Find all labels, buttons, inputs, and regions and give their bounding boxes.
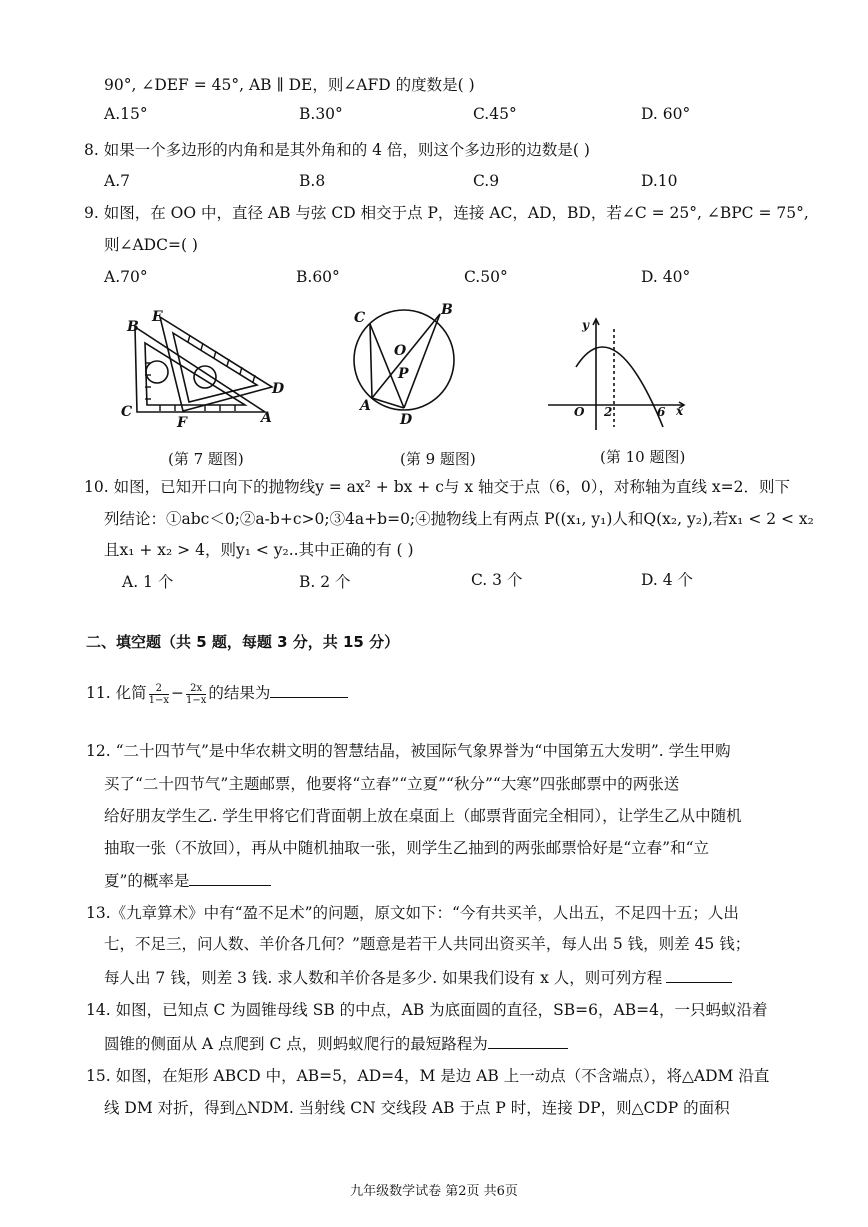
q12-line1: 12. “二十四节气”是中华农耕文明的智慧结晶，被国际气象界誉为“中国第五大发明”. 学生甲购: [86, 742, 731, 760]
figure-9-circle: [348, 300, 463, 430]
q8-stem: 8. 如果一个多边形的内角和是其外角和的 4 倍，则这个多边形的边数是( ): [84, 141, 590, 159]
fig9-label-o: O: [394, 343, 407, 359]
q8-option-d: D.10: [641, 172, 678, 190]
q10-stem-line2: 列结论：①abc＜0;②a-b+c>0;③4a+b=0;④抛物线上有两点 P((x₁, y₁)人和Q(x₂, y₂),若x₁ < 2 < x₂: [104, 510, 814, 528]
q15-line1: 15. 如图，在矩形 ABCD 中，AB=5，AD=4，M 是边 AB 上一动点（不含端点），将△ADM 沿直: [86, 1067, 770, 1085]
fig9-label-d: D: [400, 412, 413, 428]
q13-line1: 13.《九章算术》中有“盈不足术”的问题，原文如下：“今有共买羊，人出五，不足四十五；人出: [86, 904, 739, 922]
fig10-caption: (第 10 题图): [600, 448, 686, 466]
fig7-label-c: C: [121, 404, 133, 420]
fig7-label-e: E: [152, 309, 163, 325]
q11-suffix: 的结果为: [208, 684, 271, 702]
fig7-label-a: A: [261, 410, 272, 426]
q10-stem-line3: 且x₁ + x₂ > 4，则y₁ < y₂..其中正确的有 ( ): [104, 541, 414, 559]
page-footer: 九年级数学试卷 第2页 共6页: [350, 1184, 518, 1199]
q14-answer-blank[interactable]: [488, 1034, 568, 1049]
q7-option-c: C.45°: [473, 105, 517, 123]
fig10-label-y: y: [582, 318, 589, 332]
fig7-label-b: B: [127, 319, 139, 335]
q9-stem-line2: 则∠ADC=( ): [104, 236, 198, 254]
q12-line2: 买了“二十四节气”主题邮票，他要将“立春”“立夏”“秋分”“大寒”四张邮票中的两张送: [104, 775, 680, 793]
section-2-title: 二、填空题（共 5 题，每题 3 分，共 15 分）: [86, 633, 400, 651]
q9-option-c: C.50°: [464, 268, 508, 286]
fig10-label-2: 2: [604, 405, 613, 419]
fig7-label-d: D: [272, 381, 285, 397]
q13-line3: 每人出 7 钱，则差 3 钱. 求人数和羊价各是多少. 如果我们设有 x 人，则可列方程: [104, 968, 732, 987]
q14-line1: 14. 如图，已知点 C 为圆锥母线 SB 的中点，AB 为底面圆的直径，SB=6，AB=4，一只蚂蚁沿着: [86, 1001, 768, 1019]
q8-option-b: B.8: [299, 172, 326, 190]
q9-option-b: B.60°: [296, 268, 340, 286]
q8-option-a: A.7: [104, 172, 130, 190]
q12-line4: 抽取一张（不放回），再从中随机抽取一张，则学生乙抽到的两张邮票恰好是“立春”和“立: [104, 839, 710, 857]
q11-prefix: 11. 化简: [86, 684, 147, 702]
fig9-label-b: B: [441, 302, 453, 318]
figure-10-parabola: [548, 315, 688, 435]
q10-stem-line1: 10. 如图，已知开口向下的抛物线y = ax² + bx + c与 x 轴交于点（6，0），对称轴为直线 x=2．则下: [84, 478, 790, 496]
q11-fraction-1: $\frac{2}{1-x}$: [148, 682, 169, 706]
q11-answer-blank[interactable]: [270, 683, 348, 698]
fig10-label-6: 6: [657, 405, 666, 419]
fig9-label-p: P: [398, 366, 409, 382]
fig9-caption: (第 9 题图): [400, 450, 476, 468]
q9-stem-line1: 9. 如图，在 OO 中，直径 AB 与弦 CD 相交于点 P，连接 AC，AD，BD，若∠C = 25°, ∠BPC = 75°,: [84, 204, 809, 222]
q9-option-a: A.70°: [104, 268, 148, 286]
q7-option-b: B.30°: [299, 105, 343, 123]
fig9-label-a: A: [360, 398, 371, 414]
q10-option-d: D. 4 个: [641, 571, 694, 589]
fig10-label-x: x: [676, 404, 684, 418]
q13-answer-blank[interactable]: [666, 968, 732, 983]
q14-line2: 圆锥的侧面从 A 点爬到 C 点，则蚂蚁爬行的最短路程为: [104, 1034, 568, 1053]
q9-option-d: D. 40°: [641, 268, 691, 286]
fig9-label-c: C: [354, 310, 366, 326]
fig7-caption: (第 7 题图): [168, 450, 244, 468]
q7-option-d: D. 60°: [641, 105, 691, 123]
q12-line3: 给好朋友学生乙. 学生甲将它们背面朝上放在桌面上（邮票背面完全相同），让学生乙从中随机: [104, 807, 742, 825]
fig10-label-o: O: [574, 405, 585, 419]
q11-stem: [86, 680, 348, 706]
q12-answer-blank[interactable]: [189, 871, 271, 886]
q13-line2: 七，不足三，问人数、羊价各几何？”题意是若干人共同出资买羊，每人出 5 钱，则差 45 钱；: [104, 935, 751, 953]
q12-line5: 夏”的概率是: [104, 871, 271, 890]
q10-option-c: C. 3 个: [471, 571, 523, 589]
q10-option-a: A. 1 个: [122, 573, 174, 591]
q15-line2: 线 DM 对折，得到△NDM. 当射线 CN 交线段 AB 于点 P 时，连接 DP，则△CDP 的面积: [104, 1099, 730, 1117]
q11-fraction-2: $\frac{2x}{1-x}$: [185, 682, 207, 706]
fig7-label-f: F: [177, 415, 187, 431]
q7-option-a: A.15°: [104, 105, 148, 123]
q8-option-c: C.9: [473, 172, 500, 190]
q11-minus: −: [170, 684, 184, 702]
q10-option-b: B. 2 个: [299, 573, 351, 591]
q7-stem: 90°, ∠DEF = 45°, AB ∥ DE，则∠AFD 的度数是( ): [104, 76, 475, 94]
figure-7-triangles: [115, 305, 290, 430]
